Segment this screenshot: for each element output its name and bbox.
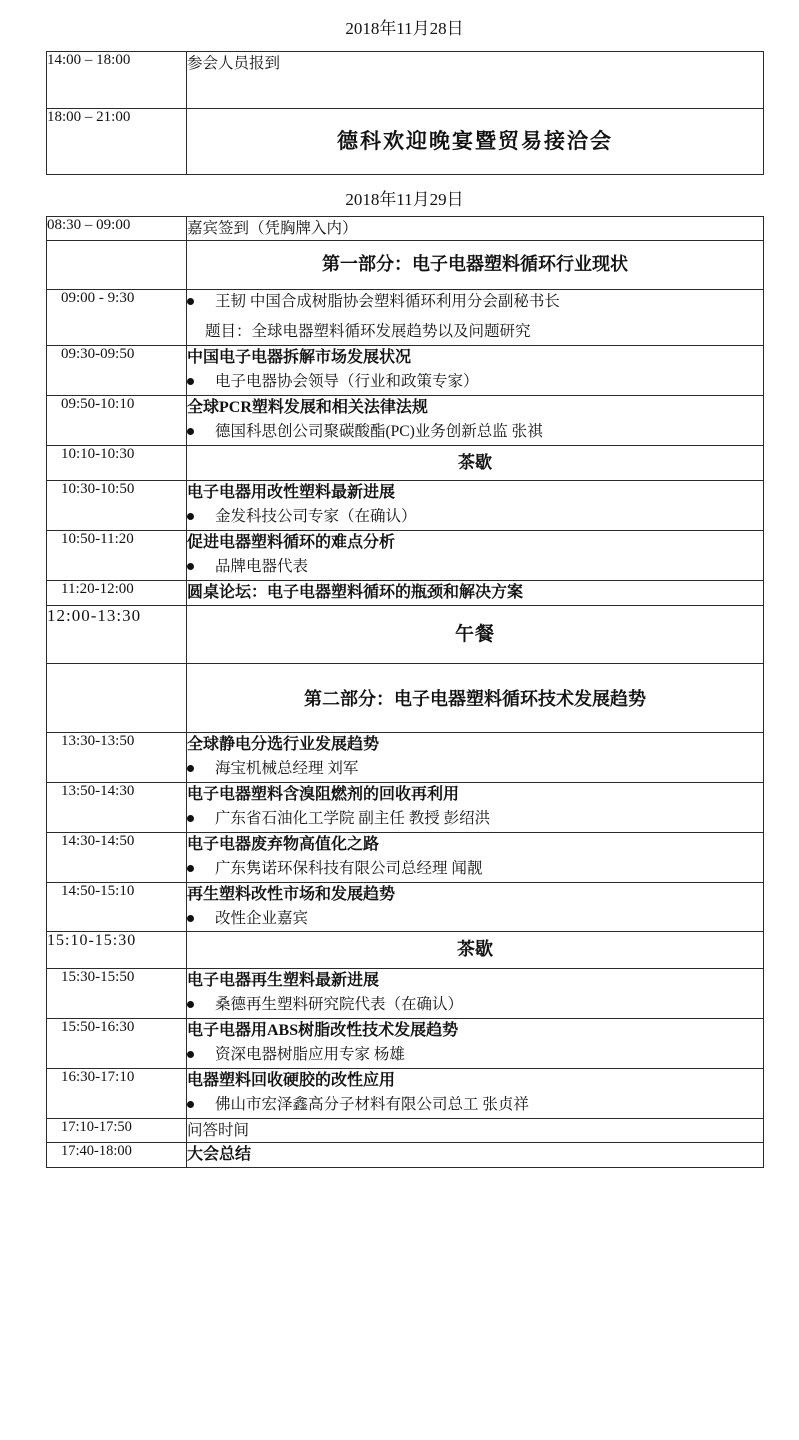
table-row [47,733,764,783]
row-line: 大会总结 [187,1145,252,1163]
table-row [47,1019,764,1069]
row-line: 促进电器塑料循环的难点分析 [187,534,396,552]
row-time: 12:00-13:30 [47,605,187,663]
row-content [187,580,764,605]
row-content [187,531,764,581]
row-line: 中国电子电器拆解市场发展状况 [187,349,412,367]
day2-date-heading: 2018年11月29日 [345,189,464,209]
welcome-banquet-title: 德科欢迎晚宴暨贸易接洽会 [337,129,613,153]
row-line: 题目：全球电器塑料循环发展趋势以及问题研究 [205,323,531,341]
row-content [187,109,764,175]
row-time: 09:00 - 9:30 [47,289,187,346]
row-line [187,1093,763,1118]
row-time: 08:30 – 09:00 [47,216,187,240]
row-content [187,832,764,882]
bullet-dot-icon [187,765,194,772]
row-content [187,289,764,346]
table-row [47,346,764,396]
row-time: 15:30-15:50 [47,969,187,1019]
row-content [187,481,764,531]
table-row [47,216,764,240]
lunch-label: 午餐 [454,623,495,645]
row-line-text: 金发科技公司专家（在确认） [215,508,417,526]
row-content [187,1019,764,1069]
row-time: 16:30-17:10 [47,1068,187,1118]
table-row [47,580,764,605]
row-line: 再生塑料改性市场和发展趋势 [187,885,396,903]
row-time: 17:10-17:50 [47,1118,187,1142]
bullet-dot-icon [187,1101,194,1108]
row-time: 10:10-10:30 [47,445,187,480]
row-content [187,932,764,969]
row-content [187,1142,764,1167]
row-content [187,733,764,783]
row-line-text: 资深电器树脂应用专家 杨雄 [215,1046,405,1064]
bullet-dot-icon [187,298,194,305]
row-content [187,782,764,832]
row-line-text: 改性企业嘉宾 [215,909,309,927]
table-row [47,289,764,346]
table-row [47,782,764,832]
row-line-text: 佛山市宏泽鑫高分子材料有限公司总工 张贞祥 [215,1095,529,1113]
row-line [187,993,763,1018]
row-line [187,555,763,580]
section-heading-row [47,664,764,733]
row-line-text: 广东省石油化工学院 副主任 教授 彭绍洪 [215,809,491,827]
row-line: 问答时间 [187,1121,250,1139]
row-line: 电子电器废弃物高值化之路 [187,835,380,853]
section-heading-row [47,240,764,289]
row-content [187,445,764,480]
row-line: 圆桌论坛：电子电器塑料循环的瓶颈和解决方案 [187,583,524,601]
row-content [187,216,764,240]
day1-date-heading: 2018年11月28日 [345,19,464,38]
row-time: 10:30-10:50 [47,481,187,531]
row-time: 18:00 – 21:00 [47,109,187,175]
day1-table [46,51,764,175]
row-line [187,420,763,445]
row-content [187,52,764,109]
table-row [47,1118,764,1142]
table-row [47,109,764,175]
row-time: 13:50-14:30 [47,782,187,832]
table-row [47,1142,764,1167]
row-line [187,1043,763,1068]
row-time: 11:20-12:00 [47,580,187,605]
table-row [47,52,764,109]
row-time: 17:40-18:00 [47,1142,187,1167]
row-time: 14:00 – 18:00 [47,52,187,109]
bullet-dot-icon [187,1001,194,1008]
row-line: 嘉宾签到（凭胸牌入内） [187,219,358,237]
bullet-dot-icon [187,865,194,872]
row-line-text: 王韧 中国合成树脂协会塑料循环利用分会副秘书长 [215,292,560,310]
row-time: 14:30-14:50 [47,832,187,882]
row-line [187,907,763,932]
row-content [187,240,764,289]
row-line-text: 桑德再生塑料研究院代表（在确认） [215,996,464,1014]
row-line: 电子电器再生塑料最新进展 [187,972,380,990]
row-line-text: 品牌电器代表 [215,558,309,576]
part2-heading: 第二部分：电子电器塑料循环技术发展趋势 [304,689,646,710]
row-line: 电子电器用改性塑料最新进展 [187,484,396,502]
row-time: 15:10-15:30 [47,932,187,969]
row-line [187,757,763,782]
bullet-dot-icon [187,815,194,822]
lunch-row [47,605,764,663]
row-content [187,346,764,396]
row-content [187,969,764,1019]
break-label: 茶歇 [458,452,492,472]
table-row [47,832,764,882]
row-time [47,664,187,733]
break-row [47,932,764,969]
row-time: 14:50-15:10 [47,882,187,932]
row-line [187,857,763,882]
row-line [187,505,763,530]
break-row [47,445,764,480]
table-row [47,969,764,1019]
row-line: 全球PCR塑料发展和相关法律法规 [187,399,428,417]
part1-heading: 第一部分：电子电器塑料循环行业现状 [322,253,628,274]
row-line: 参会人员报到 [187,55,281,72]
row-time: 10:50-11:20 [47,531,187,581]
row-line-text: 德国科思创公司聚碳酸酯(PC)业务创新总监 张祺 [215,423,543,441]
bullet-dot-icon [187,378,194,385]
bullet-dot-icon [187,915,194,922]
row-line: 电器塑料回收硬胶的改性应用 [187,1071,396,1089]
row-content [187,664,764,733]
table-row [47,396,764,446]
row-time: 15:50-16:30 [47,1019,187,1069]
row-time: 09:50-10:10 [47,396,187,446]
row-line-text: 广东隽诺环保科技有限公司总经理 闻靓 [215,859,483,877]
table-row [47,531,764,581]
table-row [47,1068,764,1118]
day2-table [46,216,764,1168]
row-time: 09:30-09:50 [47,346,187,396]
row-content [187,1068,764,1118]
table-row [47,882,764,932]
row-content [187,882,764,932]
break-label: 茶歇 [457,939,493,960]
row-line [187,370,763,395]
row-line-text: 海宝机械总经理 刘军 [215,760,359,778]
bullet-dot-icon [187,513,194,520]
row-line: 全球静电分选行业发展趋势 [187,736,380,754]
row-line [187,807,763,832]
row-time: 13:30-13:50 [47,733,187,783]
row-line [187,290,763,315]
row-line-text: 电子电器协会领导（行业和政策专家） [215,373,479,391]
bullet-dot-icon [187,1051,194,1058]
bullet-dot-icon [187,563,194,570]
bullet-dot-icon [187,428,194,435]
row-content [187,396,764,446]
row-line: 电子电器塑料含溴阻燃剂的回收再利用 [187,785,460,803]
row-content [187,605,764,663]
row-time [47,240,187,289]
table-row [47,481,764,531]
row-line: 电子电器用ABS树脂改性技术发展趋势 [187,1022,459,1040]
row-content [187,1118,764,1142]
